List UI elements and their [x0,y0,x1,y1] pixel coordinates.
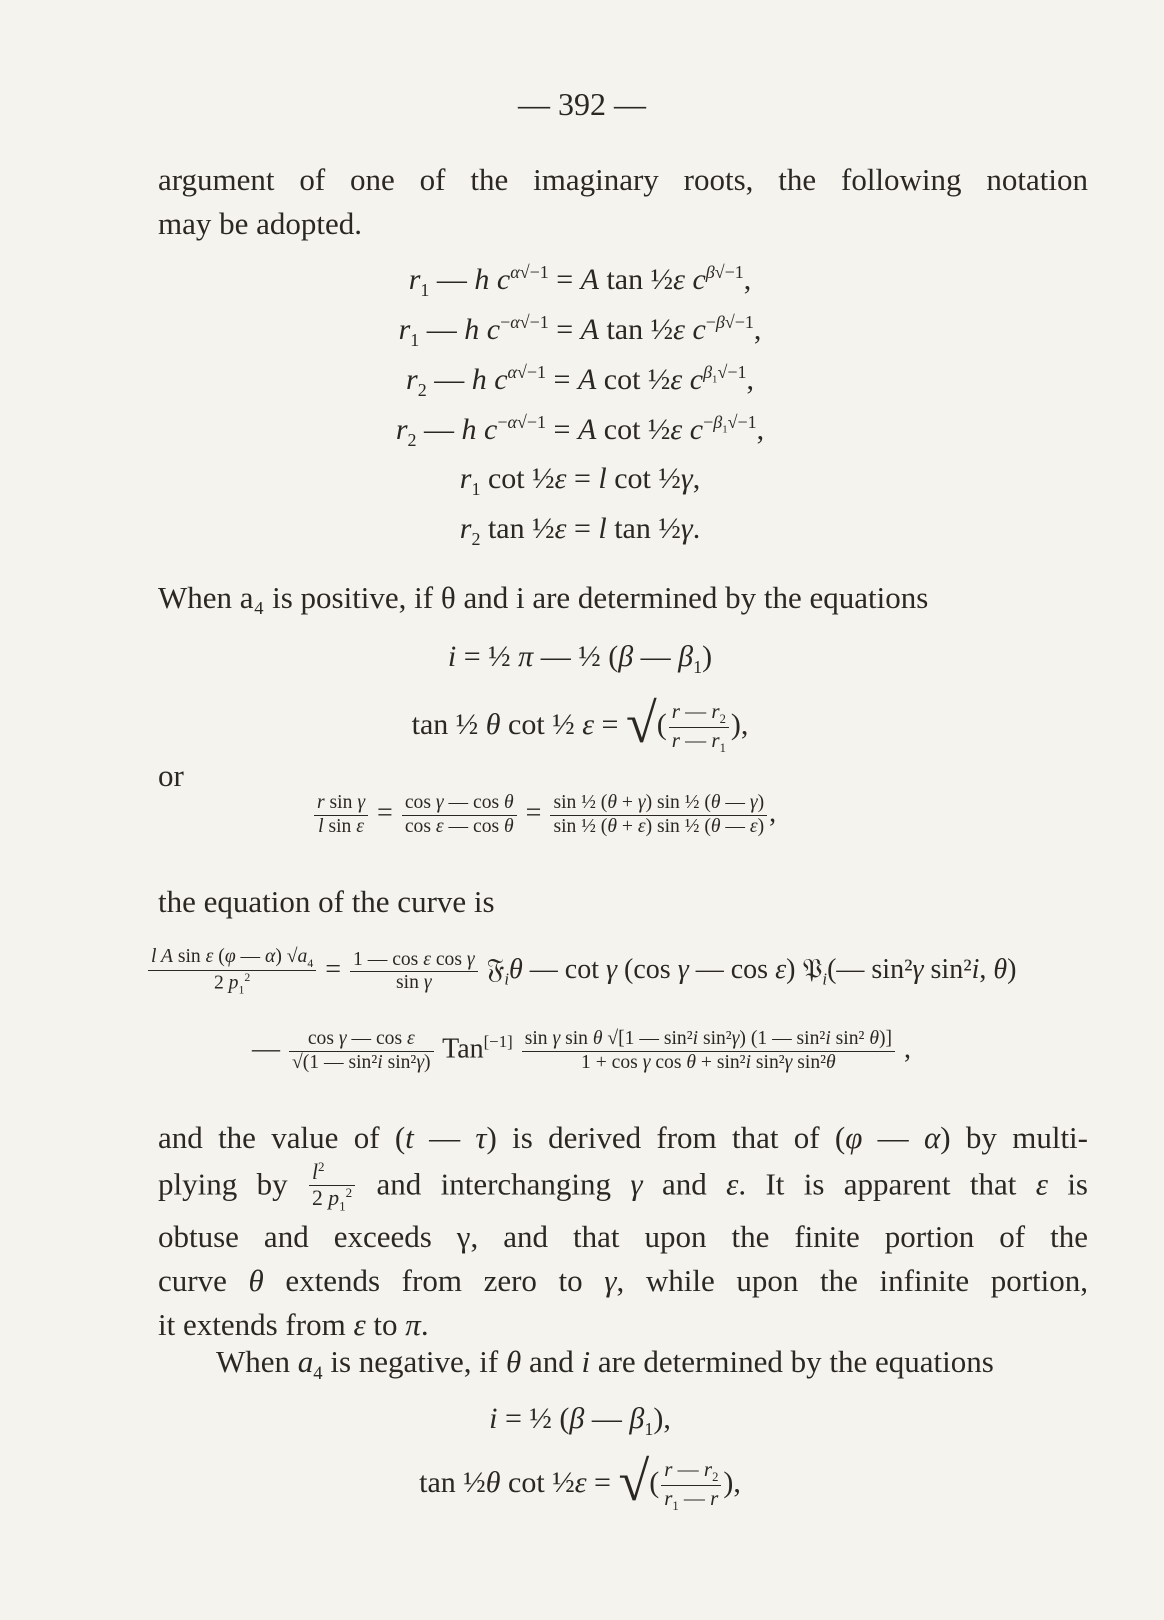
text-line: and the value of (t — τ) is derived from that of (φ — α) by multi- [158,1120,1088,1155]
equation: tan ½ θ cot ½ ε = √( $\frac{r — r_2}{r — r_1}$ ), [411,693,749,755]
paragraph-intro [158,158,1088,246]
text-line: obtuse and exceeds γ, and that upon the finite portion of the [158,1218,1088,1254]
equation: $r_2$ tan ½ε = l tan ½γ. [459,512,701,549]
equation: i = ½ (β — $\beta_1$), [489,1402,671,1439]
text-line: plying by $\frac{l^2}{2 p_1^2}$ and interchanging γ and ε. It is apparent that ε is [158,1159,1088,1214]
text-line: it extends from ε to π. [158,1306,429,1342]
paragraph-curve-equation: the equation of the curve is [158,884,495,919]
word-or: or [158,758,184,793]
equation: tan ½θ cot ½ε = √( $\frac{r — r_2}{r_1 — r}$ ), [419,1451,741,1513]
page-number: — 392 — [518,86,646,122]
text-line: curve θ extends from zero to γ, while upon the infinite portion, [158,1262,1089,1298]
equation: $r_2$ — h $c^{-\alpha√-1} = A$ cot ½ε $c^{-\beta_1√-1}$, [395,412,765,450]
equation: $r_2$ — h $c^{\alpha√-1} = A$ cot ½ε $c^{\beta_1√-1}$, [406,362,754,400]
equation-curve: $\frac{l A \sin \varepsilon (\varphi — \alpha) √a_4}{2 p_1^2}$ = $\frac{\text{1 — cos ε cos γ}}{\text{sin γ}}$ 𝔉$_i$θ — cot γ (cos γ — cos ε) 𝔓$_i$(— sin²γ sin²i, θ) [146,946,1016,997]
equation-curve-continued: — $\frac{\text{cos γ — cos ε}}{\text{√(1 — sin²i sin²γ)}}$ Tan[−1] $\frac{\text{sin γ sin θ √[1 — sin²i sin²γ) (1 — sin²i sin² θ)]}}{\text{1 + cos γ cos θ + sin²i sin²γ sin²θ}}$ , [252,1028,911,1073]
equation: $r_1$ — h $c^{\alpha√-1} = A$ tan ½ε $c^{\beta√-1}$, [408,262,752,300]
paragraph-time-value [158,1116,1088,1347]
equation: $\frac{\text{r sin γ}}{\text{l sin ε}}$ = $\frac{\text{cos γ — cos θ}}{\text{cos ε — cos θ}}$ = $\frac{\text{sin ½ (θ + γ) sin ½ (θ — γ)}}{\text{sin ½ (θ + ε) sin ½ (θ — ε)}}$ , [312,792,776,838]
equation: i = ½ π — ½ (β — $\beta_1$) [447,640,713,677]
text-line: may be adopted. [158,206,363,241]
equation: $r_1$ cot ½ε = l cot ½γ, [459,462,701,499]
paragraph-negative-case: When $a_4$ is negative, if θ and i are determined by the equations [216,1344,994,1385]
text-line: argument of one of the imaginary roots, the following notation [158,162,1088,197]
paragraph-positive-case: When a₄ is positive, if θ and i are determined by the equations [158,580,929,615]
equation: $r_1$ — h $c^{-\alpha√-1} = A$ tan ½ε $c^{-\beta√-1}$, [398,312,762,350]
